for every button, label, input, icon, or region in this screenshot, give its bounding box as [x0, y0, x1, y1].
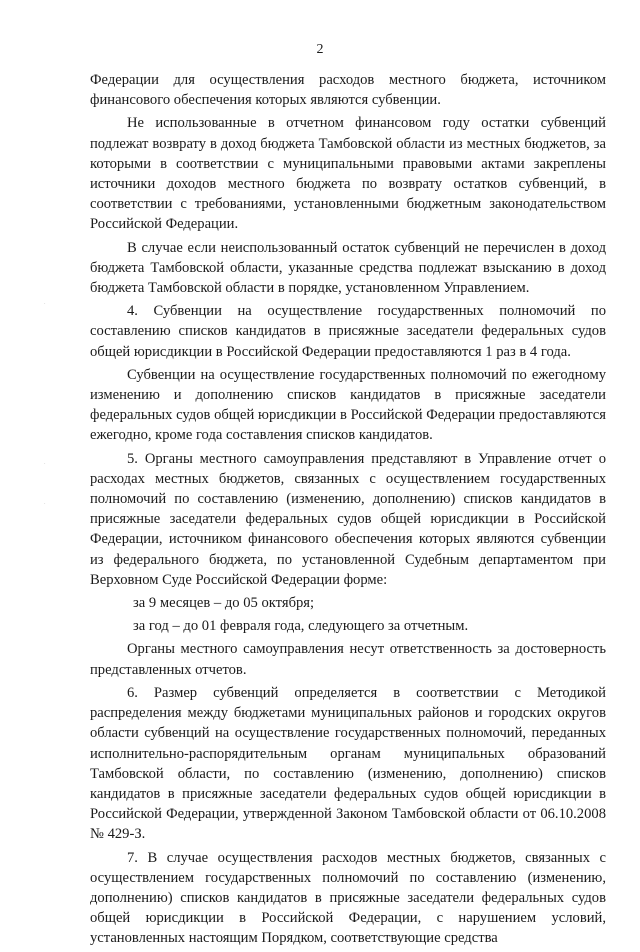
paragraph-annual-subventions: Субвенции на осуществление государственных полномочий по ежегодному изменению и дополнению списков кандидатов в присяжные заседатели федеральных судов общей юрисдикции в Российской Федерации предоставляются ежегодно, кроме года составления списков кандидатов. [90, 366, 606, 444]
margin-mark: . [44, 300, 46, 306]
paragraph-unused-balances: Не использованные в отчетном финансовом году остатки субвенций подлежат возврату в доход бюджета Тамбовской области из местных бюджетов, за которыми в соответствии с муниципальными правовыми актами закреплены источники доходов местного бюджета по возврату остатков субвенций, в соответствии с требованиями, установленными бюджетным законодательством Российской Федерации. [90, 115, 606, 233]
paragraph-recovery: В случае если неиспользованный остаток субвенций не перечислен в доход бюджета Тамбовской области, указанные средства подлежат взысканию в доход бюджета Тамбовской области в порядке, установленном Управлением. [90, 239, 606, 297]
document-body [90, 70, 606, 952]
page-number: 2 [316, 42, 324, 57]
deadline-year: за год – до 01 февраля года, следующего за отчетным. [133, 618, 469, 635]
margin-mark: . [44, 500, 46, 506]
paragraph-clause-4: 4. Субвенции на осуществление государственных полномочий по составлению списков кандидатов в присяжные заседатели федеральных судов общей юрисдикции в Российской Федерации предоставляются 1 раз в 4 года. [90, 303, 606, 360]
paragraph-clause-7: 7. В случае осуществления расходов местных бюджетов, связанных с осуществлением государственных полномочий по составлению (изменению, дополнению) списков кандидатов в присяжные заседатели федеральных судов общей юрисдикции в Российской Федерации, с нарушением условий, установленных настоящим Порядком, соответствующие средства [90, 849, 606, 947]
paragraph-continuation: Федерации для осуществления расходов местного бюджета, источником финансового обеспечения которых являются субвенции. [90, 72, 606, 109]
margin-mark: . [44, 460, 46, 466]
paragraph-responsibility: Органы местного самоуправления несут ответственность за достоверность представленных отчетов. [90, 641, 606, 678]
paragraph-clause-5: 5. Органы местного самоуправления представляют в Управление отчет о расходах местных бюджетов, связанных с осуществлением государственных полномочий по составлению (изменению, дополнению) списков кандидатов в присяжные заседатели федеральных судов общей юрисдикции в Российской Федерации, источником финансового обеспечения которых являются субвенции из федерального бюджета, по установленной Судебным департаментом при Верховном Суде Российской Федерации форме: [90, 450, 606, 588]
paragraph-clause-6: 6. Размер субвенций определяется в соответствии с Методикой распределения между бюджетами муниципальных районов и городских округов области субвенций на осуществление государственных полномочий, переданных исполнительно-распорядительным органам муниципальных образований Тамбовской области, по составлению (изменению, дополнению) списков кандидатов в присяжные заседатели федеральных судов общей юрисдикции в Российской Федерации, утвержденной Законом Тамбовской области от 06.10.2008 № 429-З. [90, 684, 606, 843]
deadline-9-months: за 9 месяцев – до 05 октября; [133, 595, 315, 612]
